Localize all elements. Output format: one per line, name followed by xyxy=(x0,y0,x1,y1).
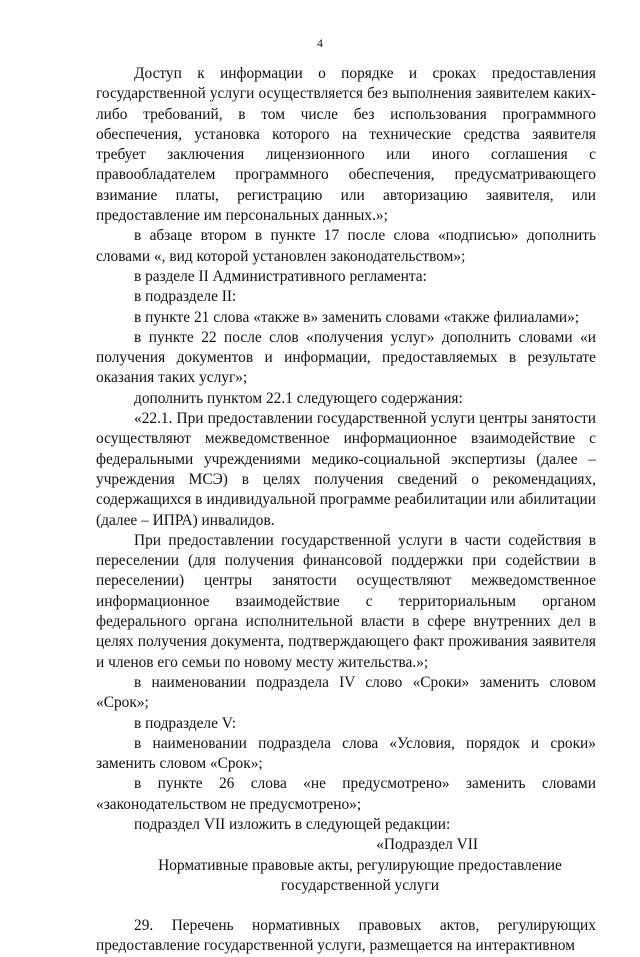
document-body xyxy=(96,64,596,957)
paragraph-point-22-1: «22.1. При предоставлении государственной услуги центры занятости осуществляют межведомственное информационное взаимодействие с федеральными учреждениями медико-социальной экспертизы (далее – учреждения МСЭ) в целях получения сведений о рекомендациях, содержащихся в индивидуальной программе реабилитации или абилитации (далее – ИПРА) инвалидов. xyxy=(96,410,596,529)
paragraph-point-26: в пункте 26 слова «не предусмотрено» заменить словами «законодательством не предусмотрено»; xyxy=(96,775,596,813)
paragraph-relocation: При предоставлении государственной услуги в части содействия в переселении (для получения финансовой поддержки при содействии в переселении) центры занятости осуществляют межведомственное информационное взаимодействие с территориальным органом федерального органа исполнительной власти в сфере внутренних дел в целях получения документа, подтверждающего факт проживания заявителя и членов его семьи по новому месту жительства.»; xyxy=(96,531,596,671)
paragraph-point-21: в пункте 21 слова «также в» заменить словами «также филиалами»; xyxy=(134,308,580,326)
paragraph-subsection-4-name: в наименовании подраздела IV слово «Сроки» заменить словом «Срок»; xyxy=(96,673,596,712)
paragraph-point-22: в пункте 22 после слов «получения услуг» дополнить словами «и получения документов и информации, предоставляемых в результате оказания таких услуг»; xyxy=(96,328,596,387)
paragraph-subsection-7-intro: подраздел VII изложить в следующей редакции: xyxy=(134,815,451,833)
paragraph-point-29: 29. Перечень нормативных правовых актов, регулирующих предоставление государственной услуги, размещается на интерактивном xyxy=(96,917,596,955)
paragraph-subsection-5-name: в наименовании подраздела слова «Условия, порядок и сроки» заменить словом «Срок»; xyxy=(96,734,596,773)
subsection-7-caption: Нормативные правовые акты, регулирующие предоставление государственной услуги xyxy=(158,856,562,894)
paragraph-add-22-1: дополнить пунктом 22.1 следующего содержания: xyxy=(134,389,463,407)
paragraph-subsection-2: в подразделе II: xyxy=(134,288,237,306)
paragraph-access-info: Доступ к информации о порядке и сроках предоставления государственной услуги осуществляется без выполнения заявителем каких-либо требований, в том числе без использования программного обеспечения, установка которого на технические средства заявителя требует заключения лицензионного или иного соглашения с правообладателем программного обеспечения, предусматривающего взимание платы, регистрацию или авторизацию заявителя, или предоставление им персональных данных.»; xyxy=(96,65,596,225)
page-number: 4 xyxy=(317,36,323,50)
paragraph-point-17: в абзаце втором в пункте 17 после слова «подписью» дополнить словами «, вид которой установлен законодательством»; xyxy=(96,227,596,265)
paragraph-subsection-5: в подразделе V: xyxy=(134,714,237,732)
paragraph-section-2: в разделе II Административного регламента: xyxy=(134,267,427,285)
subsection-7-title: «Подраздел VII xyxy=(376,836,478,854)
